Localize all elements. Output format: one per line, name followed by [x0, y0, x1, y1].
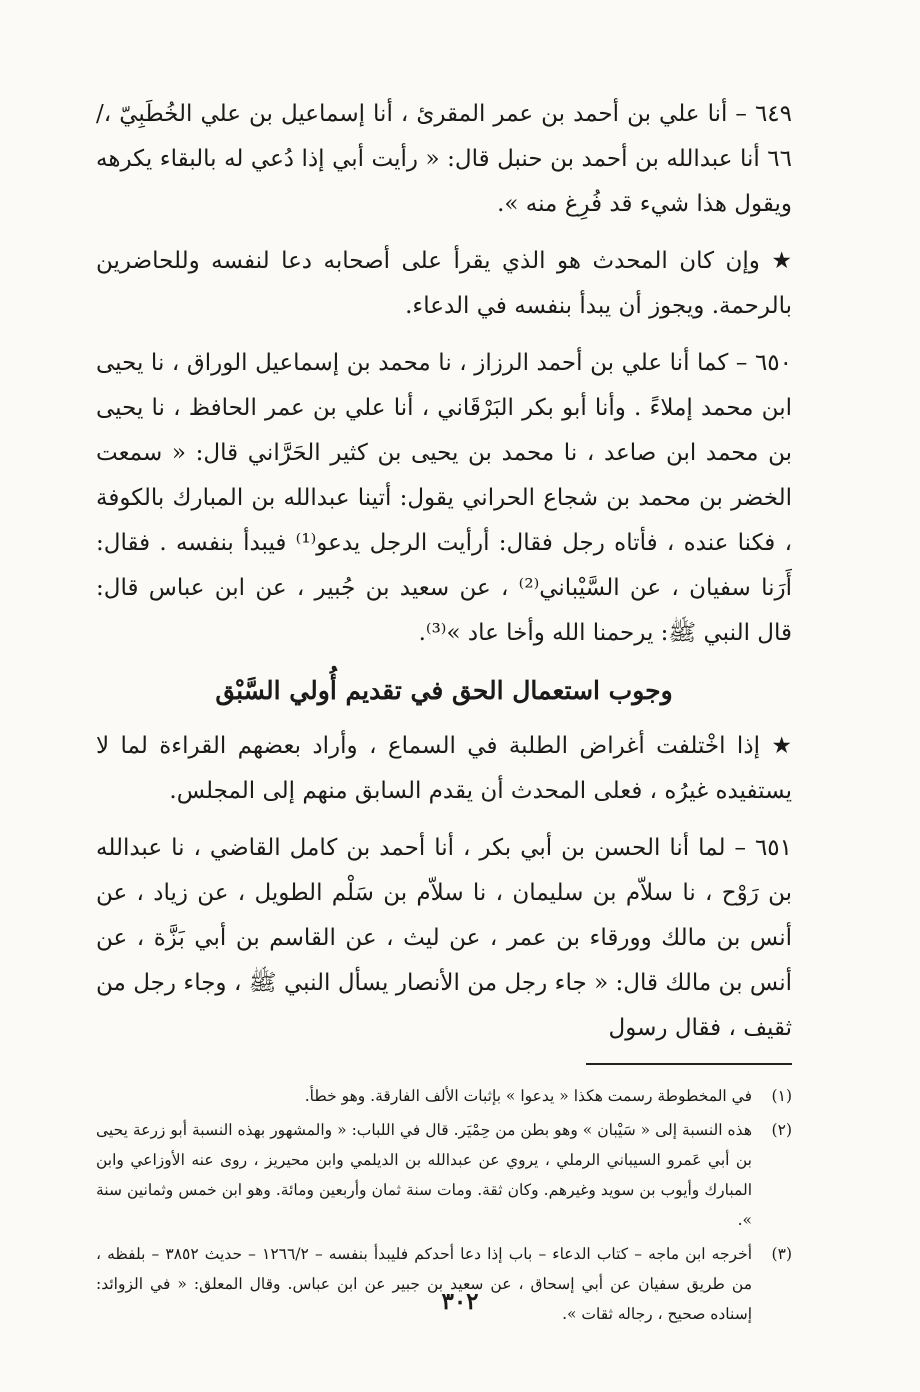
footnote-number: (٣): [771, 1245, 792, 1263]
footnote-text: هذه النسبة إلى « سَيْبان » وهو بطن من حِمْيَر. قال في اللباب: « والمشهور بهذه النسبة أبو زرعة يحيى بن أبي عَمرو السيباني الرملي ، يروي عن عبدالله بن الديلمي وابن محيريز ، روى عنه الأوزاعي وابن المبارك وأيوب بن سويد وغيرهم. وكان ثقة. ومات سنة ثمان وأربعين ومائة. وهو ابن خمس وثمانين سنة ».: [96, 1121, 752, 1229]
footnote-text: أخرجه ابن ماجه – كتاب الدعاء – باب إذا دعا أحدكم فليبدأ بنفسه – ١٢٦٦/٢ – حديث ٣٨٥٢ – بلفظه ، من طريق سفيان عن أبي إسحاق ، عن سعيد بن جبير عن ابن عباس. وقال المعلق: « في الزوائد: إسناده صحيح ، رجاله ثقات ».: [96, 1245, 752, 1323]
hadith-650: ٦٥٠ – كما أنا علي بن أحمد الرزاز ، نا محمد بن إسماعيل الوراق ، نا يحيى ابن محمد إملاءً . وأنا أبو بكر البَرْقَاني ، أنا علي بن عمر الحافظ ، نا يحيى بن محمد ابن صاعد ، نا محمد بن يحيى بن كثير الحَرَّاني قال: « سمعت الخضر بن محمد بن شجاع الحراني يقول: أتينا عبدالله بن المبارك بالكوفة ، فكنا عنده ، فأتاه رجل فقال: أرأيت الرجل يدعو⁽¹⁾ فيبدأ بنفسه . فقال: أَرَنا سفيان ، عن السَّيْباني⁽²⁾ ، عن سعيد بن جُبير ، عن ابن عباس قال: قال النبي ﷺ: يرحمنا الله وأخا عاد »⁽³⁾.: [96, 350, 793, 646]
footnote-number: (٢): [771, 1121, 792, 1139]
footnote-text: في المخطوطة رسمت هكذا « يدعوا » بإثبات الألف الفارقة. وهو خطأ.: [304, 1087, 752, 1105]
page-number: ٣٠٢: [441, 1288, 479, 1315]
section-heading: وجوب استعمال الحق في تقديم أُولي السَّبْق: [215, 676, 673, 705]
commentary-prayer: ★ وإن كان المحدث هو الذي يقرأ على أصحابه دعا لنفسه وللحاضرين بالرحمة. ويجوز أن يبدأ بنفسه في الدعاء.: [96, 248, 792, 319]
footnote-number: (١): [771, 1087, 792, 1105]
footnote-separator: [586, 1063, 792, 1065]
footnote-2: [96, 1115, 792, 1235]
hadith-649: ٦٤٩ – أنا علي بن أحمد بن عمر المقرئ ، أنا إسماعيل بن علي الخُطَبِيّ ،/٦٦ أنا عبدالله بن أحمد بن حنبل قال: « رأيت أبي إذا دُعي له بالبقاء يكرهه ويقول هذا شيء قد فُرِغ منه ».: [96, 101, 792, 217]
footnote-3: [96, 1239, 792, 1329]
hadith-651: ٦٥١ – لما أنا الحسن بن أبي بكر ، أنا أحمد بن كامل القاضي ، نا عبدالله بن رَوْح ، نا سلاّم بن سليمان ، نا سلاّم بن سَلْم الطويل ، عن زياد ، عن أنس بن مالك وورقاء بن عمر ، عن ليث ، عن القاسم بن أبي بَزَّة ، عن أنس بن مالك قال: « جاء رجل من الأنصار يسأل النبي ﷺ ، وجاء رجل من ثقيف ، فقال رسول: [96, 835, 792, 1041]
main-text: [96, 92, 792, 1051]
commentary-precedence: ★ إذا اخْتلفت أغراض الطلبة في السماع ، وأراد بعضهم القراءة لما لا يستفيده غيرُه ، فعلى المحدث أن يقدم السابق منهم إلى المجلس.: [96, 733, 792, 804]
footnote-1: [96, 1081, 792, 1111]
